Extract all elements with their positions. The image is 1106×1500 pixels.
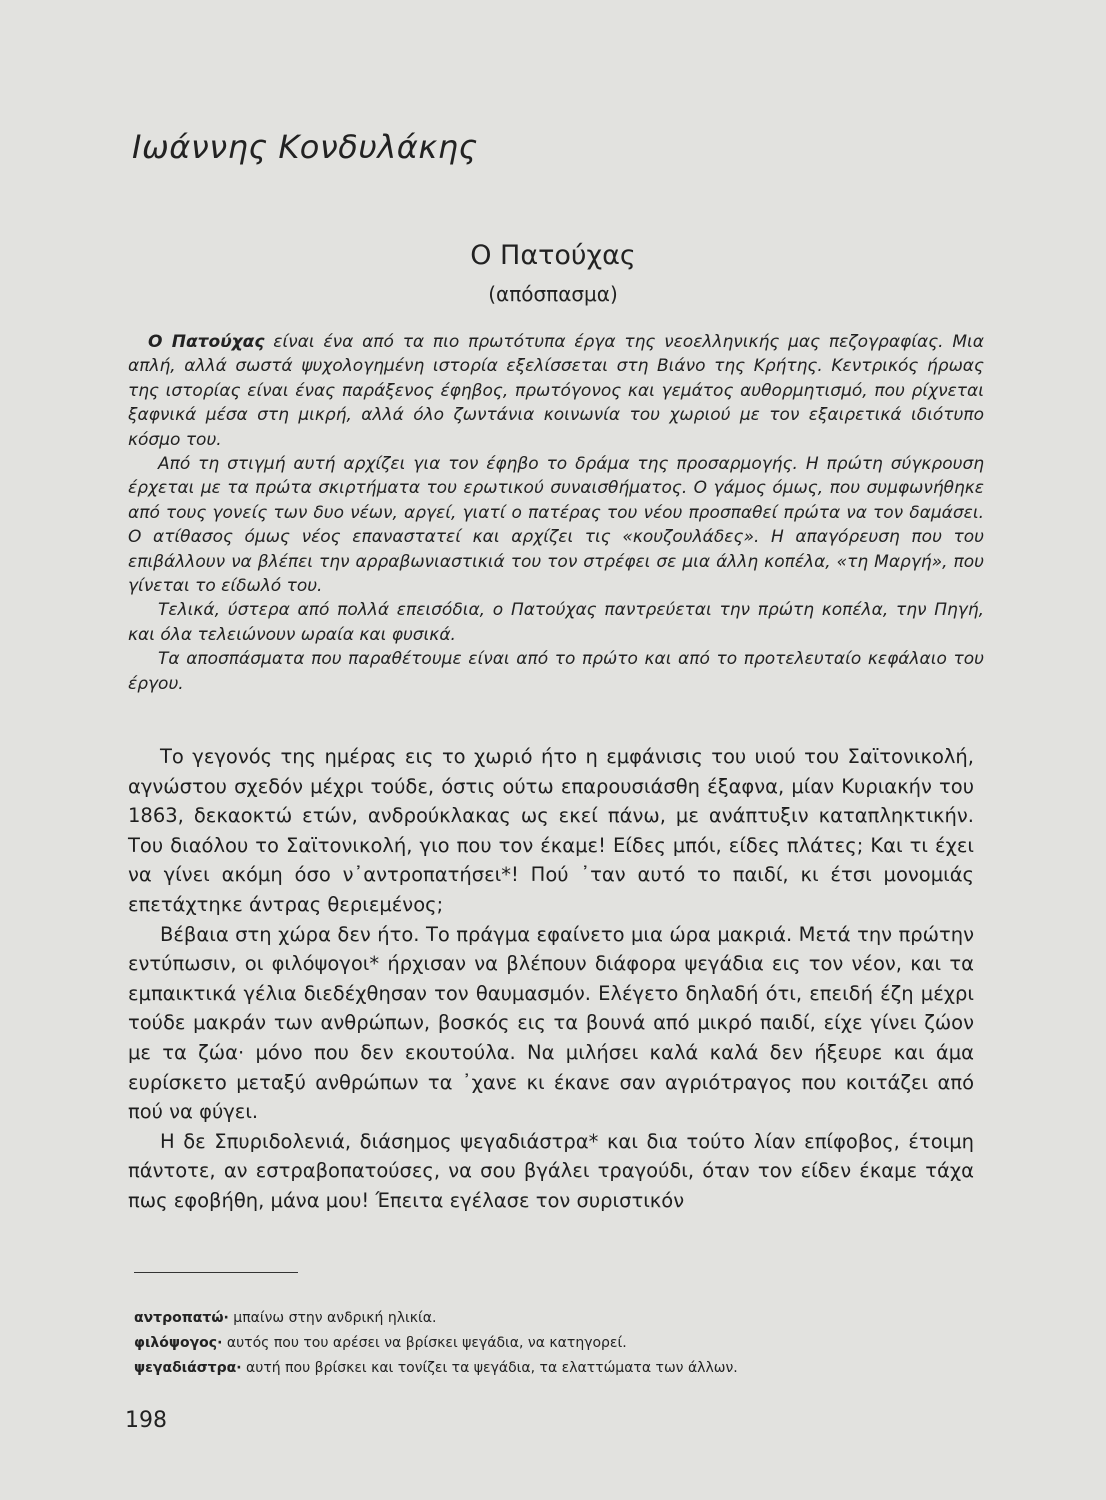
footnote-definition: αυτή που βρίσκει και τονίζει τα ψεγάδια, τα ελαττώματα των άλλων. [241, 1360, 738, 1376]
excerpt-paragraph: Το γεγονός της ημέρας εις το χωριό ήτο η εμφάνισις του υιού του Σαϊτονικολή, αγνώστου σχεδόν μέχρι τούδε, όστις ούτω επαρουσιάσθη έξαφνα, μίαν Κυριακήν του 1863, δεκαοκτώ ετών, ανδρούκλακας ως εκεί πάνω, με ανάπτυξιν καταπληκτικήν. Του διαόλου το Σαϊτονικολή, γιο που τον έκαμε! Είδες μπόι, είδες πλάτες; Και τι έχει να γίνει ακόμη όσο ν᾿αντροπατήσει*! Πού ᾿ταν αυτό το παιδί, κι έτσι μονομιάς επετάχτηκε άντρας θεριεμένος; [128, 745, 974, 916]
intro-paragraph-text: είναι ένα από τα πιο πρωτότυπα έργα της νεοελληνικής μας πεζογραφίας. Μια απλή, αλλά σωστά ψυχολογημένη ιστορία εξελίσσεται στη Βιάνο της Κρήτης. Κεντρικός ήρωας της ιστορίας είναι ένας παράξενος έφηβος, πρωτόγονος και γεμάτος αυθορμητισμό, που ρίχνεται ξαφνικά μέσα στη μικρή, αλλά όλο ζωντάνια κοινωνία του χωριού με τον εξαιρετικά ιδιότυπο κόσμο του. [128, 332, 984, 450]
excerpt-text [128, 742, 974, 1216]
work-title-text: Ο Πατούχας [470, 240, 636, 271]
footnote-definition: αυτός που του αρέσει να βρίσκει ψεγάδια, να κατηγορεί. [222, 1335, 627, 1351]
footnote-definition: μπαίνω στην ανδρική ηλικία. [228, 1310, 437, 1326]
excerpt-paragraph: Η δε Σπυριδολενιά, διάσημος ψεγαδιάστρα* και δια τούτο λίαν επίφοβος, έτοιμη πάντοτε, αν εστραβοπατούσες, να σου βγάλει τραγούδι, όταν τον είδεν έκαμε τάχα πως εφοβήθη, μάνα μου! Έπειτα εγέλασε τον συριστικόν [128, 1129, 974, 1212]
footnote-term: ψεγαδιάστρα· [134, 1360, 242, 1376]
footnote-divider [134, 1272, 298, 1273]
intro-paragraph [128, 330, 984, 452]
work-subtitle: (απόσπασμα) [488, 282, 618, 306]
footnote [134, 1306, 974, 1331]
page-number: 198 [125, 1408, 167, 1433]
footnote-term: αντροπατώ· [134, 1310, 229, 1326]
intro-paragraph: Τελικά, ύστερα από πολλά επεισόδια, ο Πατούχας παντρεύεται την πρώτη κοπέλα, την Πηγή, και όλα τελειώνουν ωραία και φυσικά. [128, 600, 984, 645]
footnotes [134, 1306, 974, 1381]
introduction [128, 330, 984, 696]
footnote [134, 1331, 974, 1356]
excerpt-paragraph: Βέβαια στη χώρα δεν ήτο. Το πράγμα εφαίνετο μια ώρα μακριά. Μετά την πρώτην εντύπωσιν, οι φιλόψογοι* ήρχισαν να βλέπουν διάφορα ψεγάδια εις τον νέον, και τα εμπαικτικά γέλια διεδέχθησαν τον θαυμασμόν. Ελέγετο δηλαδή ότι, επειδή έζη μέχρι τούδε μακράν των ανθρώπων, βοσκός εις τα βουνά από μικρό παιδί, είχε γίνει ζώον με τα ζώα· μόνο που δεν εκουτούλα. Να μιλήσει καλά καλά δεν ήξευρε και άμα ευρίσκετο μεταξύ ανθρώπων τα ᾿χανε κι έκανε σαν αγριότραγος που κοιτάζει από πού να φύγει. [128, 922, 974, 1124]
intro-paragraph: Τα αποσπάσματα που παραθέτουμε είναι από το πρώτο και από το προτελευταίο κεφάλαιο του έργου. [128, 649, 984, 694]
author-name: Ιωάννης Κονδυλάκης [132, 128, 478, 166]
work-title [0, 240, 1106, 271]
intro-title-bold: Ο Πατούχας [148, 332, 265, 352]
footnote-term: φιλόψογος· [134, 1335, 223, 1351]
intro-paragraph: Από τη στιγμή αυτή αρχίζει για τον έφηβο το δράμα της προσαρμογής. Η πρώτη σύγκρουση έρχεται με τα πρώτα σκιρτήματα του ερωτικού συναισθήματος. Ο γάμος όμως, που συμφωνήθηκε από τους γονείς των δυο νέων, αργεί, γιατί ο πατέρας του νέου προσπαθεί πρώτα να τον δαμάσει. Ο ατίθασος όμως νέος επαναστατεί και αρχίζει τις «κουζουλάδες». Η απαγόρευση που του επιβάλλουν να βλέπει την αρραβωνιαστικιά του τον στρέφει σε μια άλλη κοπέλα, «τη Μαργή», που γίνεται το είδωλό του. [128, 454, 984, 597]
footnote [134, 1356, 974, 1381]
